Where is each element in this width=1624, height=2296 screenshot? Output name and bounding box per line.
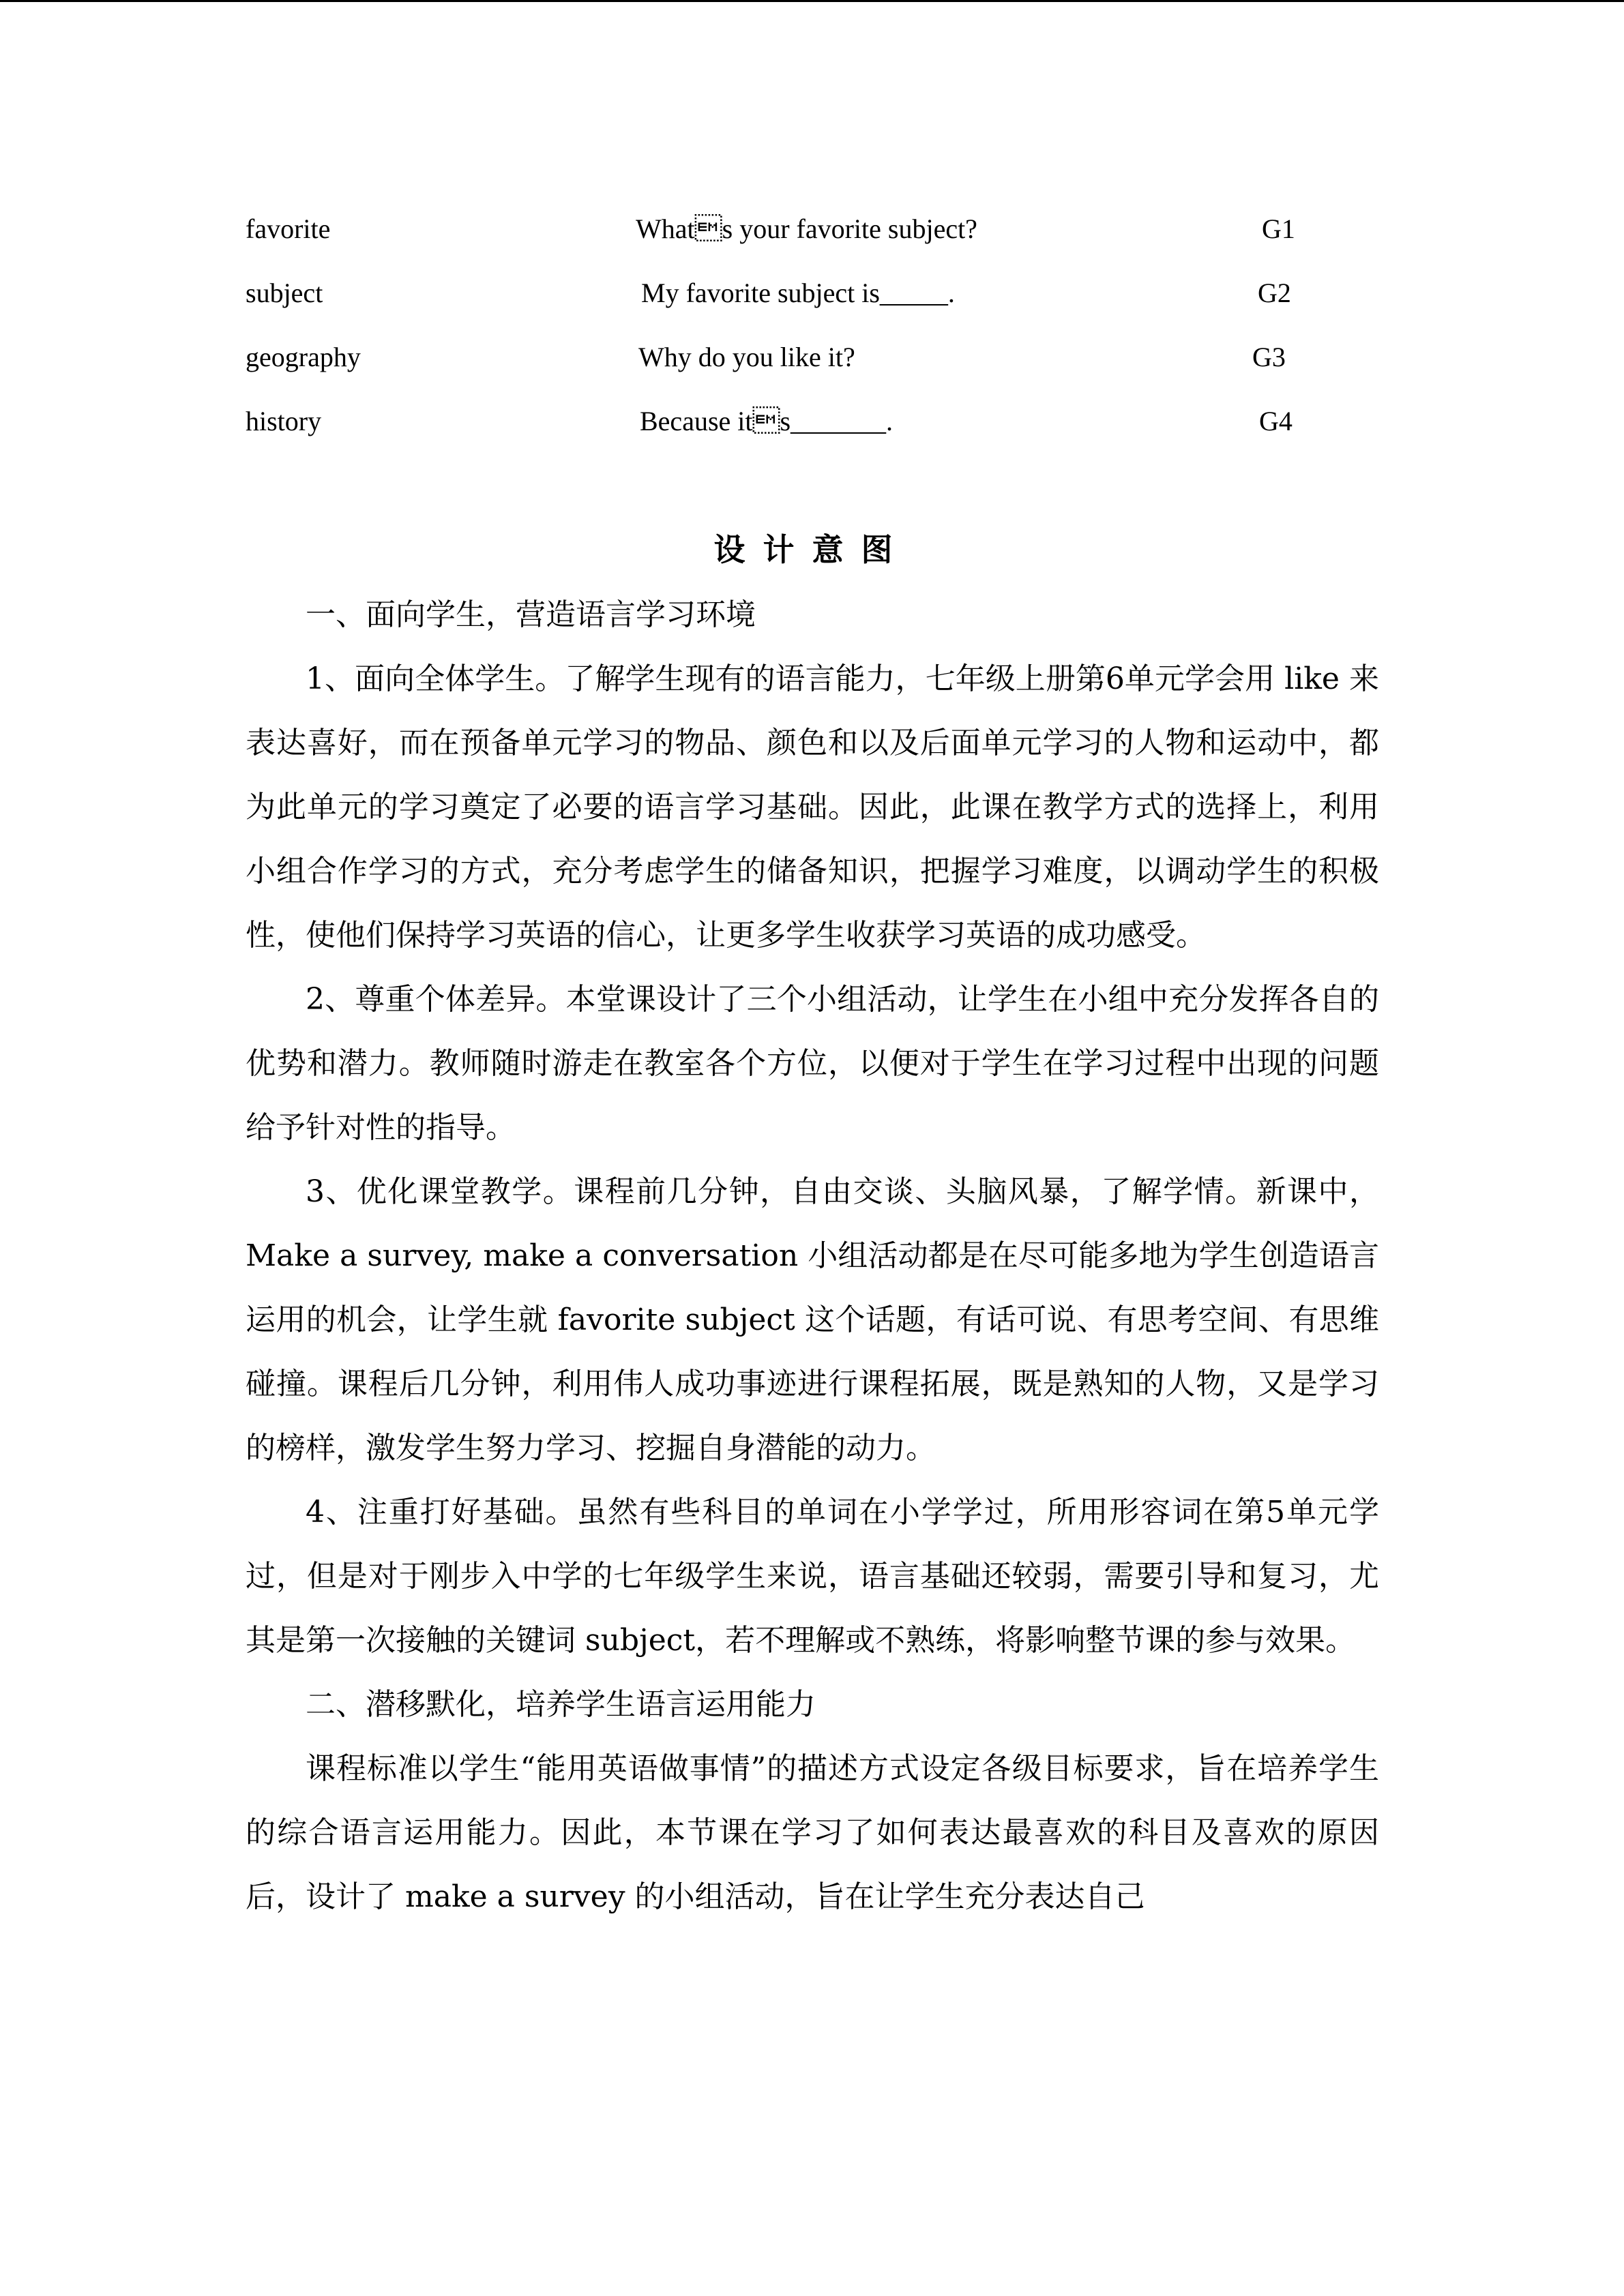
paragraph-3: 3、优化课堂教学。课程前几分钟，自由交谈、头脑风暴，了解学情。新课中，Make a survey, make a conversation 小组活动都是在尽可能多地为学生创造语言运用的机会，让学生就 favorite subject 这个话题，有话可说、有思考空间、有思维碰撞。课程后几分钟，利用伟人成功事迹进行课程拓展，既是熟知的人物，又是学习的榜样，激发学生努力学习、挖掘自身潜能的动力。 xyxy=(246,1174,1379,1465)
design-intent-text xyxy=(246,583,1379,1929)
board-sentence: Whats your favorite subject? xyxy=(636,213,977,244)
board-word: favorite xyxy=(246,213,331,244)
page-top-border xyxy=(0,0,1624,2)
board-sentence: Why do you like it? xyxy=(638,342,855,372)
board-row xyxy=(246,269,1405,333)
board-row xyxy=(246,205,1405,269)
board-word: subject xyxy=(246,278,323,308)
board-group: G4 xyxy=(1259,406,1293,436)
heading-1: 一、面向学生，营造语言学习环境 xyxy=(306,597,756,632)
board-sentence: My favorite subject is_____. xyxy=(641,278,955,308)
board-word: geography xyxy=(246,342,361,372)
board-row xyxy=(246,397,1405,461)
blackboard-design xyxy=(246,205,1405,461)
board-group: G1 xyxy=(1262,213,1295,244)
board-word: history xyxy=(246,406,322,436)
heading-2: 二、潜移默化，培养学生语言运用能力 xyxy=(306,1687,816,1722)
paragraph-2: 2、尊重个体差异。本堂课设计了三个小组活动，让学生在小组中充分发挥各自的优势和潜力。教师随时游走在教室各个方位，以便对于学生在学习过程中出现的问题给予针对性的指导。 xyxy=(246,982,1379,1145)
board-group: G2 xyxy=(1258,278,1291,308)
paragraph-5: 课程标准以学生“能用英语做事情”的描述方式设定各级目标要求，旨在培养学生的综合语言运用能力。因此，本节课在学习了如何表达最喜欢的科目及喜欢的原因后，设计了 make a survey 的小组活动，旨在让学生充分表达自己 xyxy=(246,1751,1379,1914)
paragraph-4: 4、注重打好基础。虽然有些科目的单词在小学学过，所用形容词在第5单元学过，但是对于刚步入中学的七年级学生来说，语言基础还较弱，需要引导和复习，尤其是第一次接触的关键词 subject，若不理解或不熟练，将影响整节课的参与效果。 xyxy=(246,1495,1379,1658)
board-group: G3 xyxy=(1252,342,1286,372)
paragraph-1: 1、面向全体学生。了解学生现有的语言能力，七年级上册第6单元学会用 like 来表达喜好，而在预备单元学习的物品、颜色和以及后面单元学习的人物和运动中，都为此单元的学习奠定了必要的语言学习基础。因此，此课在教学方式的选择上，利用小组合作学习的方式，充分考虑学生的储备知识，把握学习难度，以调动学生的积极性，使他们保持学习英语的信心，让更多学生收获学习英语的成功感受。 xyxy=(246,661,1379,953)
board-row xyxy=(246,333,1405,397)
section-title: 设计意图 xyxy=(713,531,911,568)
board-sentence: Because its_______. xyxy=(640,406,894,436)
